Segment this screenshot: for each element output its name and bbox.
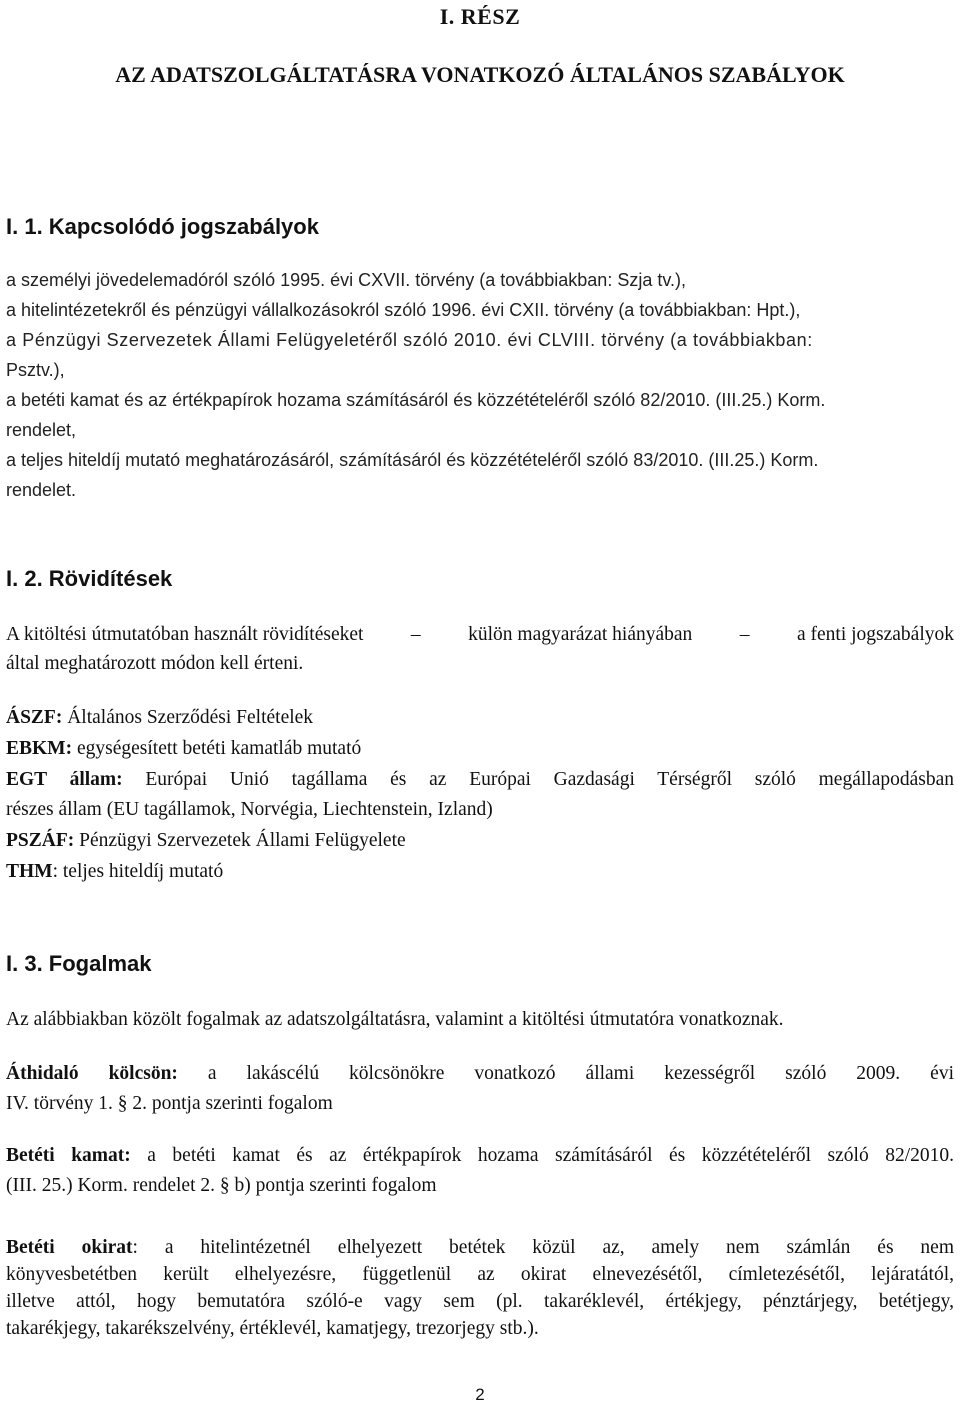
definition-deposit-interest: Betéti kamat: a betéti kamat és az értékpapírok hozama számításáról és közzétételéről szóló 82/2010. [6,1145,954,1166]
dash: – [410,624,421,645]
page-number: 2 [475,1385,485,1404]
abbreviation-aszf: ÁSZF: Általános Szerződési Feltételek [6,707,314,728]
abbreviation-egt: EGT állam: Európai Unió tagállama és az Európai Gazdasági Térségről szóló megállapodásban [6,769,954,790]
abbreviation-pszaf: PSZÁF: Pénzügyi Szervezetek Állami Felügyelete [6,830,406,851]
legislation-line: a hitelintézetekről és pénzügyi vállalkozásokról szóló 1996. évi CXII. törvény (a továbbiakban: Hpt.), [6,300,801,320]
definition-deposit-certificate-cont: könyvesbetétben került elhelyezésre, függetlenül az okirat elnevezésétől, címletezésétől, lejáratától, [6,1264,954,1285]
legislation-line: Psztv.), [6,360,65,380]
abbreviations-intro [6,623,954,647]
intro-text-c: a fenti jogszabályok [796,624,954,645]
abbreviation-egt-cont: részes állam (EU tagállamok, Norvégia, Liechtenstein, Izland) [6,799,493,820]
intro-text-a: A kitöltési útmutatóban használt rövidítéseket [6,624,364,645]
intro-text-b: külön magyarázat hiányában [468,624,693,645]
definition-deposit-certificate: Betéti okirat: a hitelintézetnél elhelyezett betétek közül az, amely nem számlán és nem [6,1237,954,1258]
legislation-line: a teljes hiteldíj mutató meghatározásáról, számításáról és közzétételéről szóló 83/2010. (III.25.) Korm. [6,450,819,470]
legislation-line: a személyi jövedelemadóról szóló 1995. évi CXVII. törvény (a továbbiakban: Szja tv.), [6,270,687,290]
part-heading: I. RÉSZ [439,4,521,29]
definition-bridging-loan-cont: IV. törvény 1. § 2. pontja szerinti fogalom [6,1093,333,1114]
definition-bridging-loan: Áthidaló kölcsön: a lakáscélú kölcsönökre vonatkozó állami kezességről szóló 2009. évi [6,1063,954,1084]
section-heading-definitions: I. 3. Fogalmak [6,951,152,976]
section-heading-related-legislation: I. 1. Kapcsolódó jogszabályok [6,214,319,239]
section-heading-abbreviations: I. 2. Rövidítések [6,566,173,591]
abbreviations-intro-line2: által meghatározott módon kell érteni. [6,653,304,674]
abbreviation-thm: THM: teljes hiteldíj mutató [6,861,224,882]
definition-deposit-interest-cont: (III. 25.) Korm. rendelet 2. § b) pontja szerinti fogalom [6,1175,437,1196]
abbreviation-ebkm: EBKM: egységesített betéti kamatláb mutató [6,738,362,759]
legislation-line: a betéti kamat és az értékpapírok hozama számításáról és közzétételéről szóló 82/2010. (III.25.) Korm. [6,390,826,410]
legislation-line: rendelet. [6,480,77,500]
definition-deposit-certificate-cont: illetve attól, hogy bemutatóra szóló-e vagy sem (pl. takaréklevél, értékjegy, pénztárjegy, betétjegy, [6,1291,954,1312]
definitions-intro: Az alábbiakban közölt fogalmak az adatszolgáltatásra, valamint a kitöltési útmutatóra vonatkoznak. [6,1009,784,1030]
legislation-line: rendelet, [6,420,77,440]
dash: – [739,624,750,645]
document-title: AZ ADATSZOLGÁLTATÁSRA VONATKOZÓ ÁLTALÁNOS SZABÁLYOK [115,62,845,87]
legislation-line: a Pénzügyi Szervezetek Állami Felügyeletéről szóló 2010. évi CLVIII. törvény (a továbbiakban: [6,330,813,350]
definition-deposit-certificate-cont: takarékjegy, takarékszelvény, értéklevél, kamatjegy, trezorjegy stb.). [6,1318,539,1339]
